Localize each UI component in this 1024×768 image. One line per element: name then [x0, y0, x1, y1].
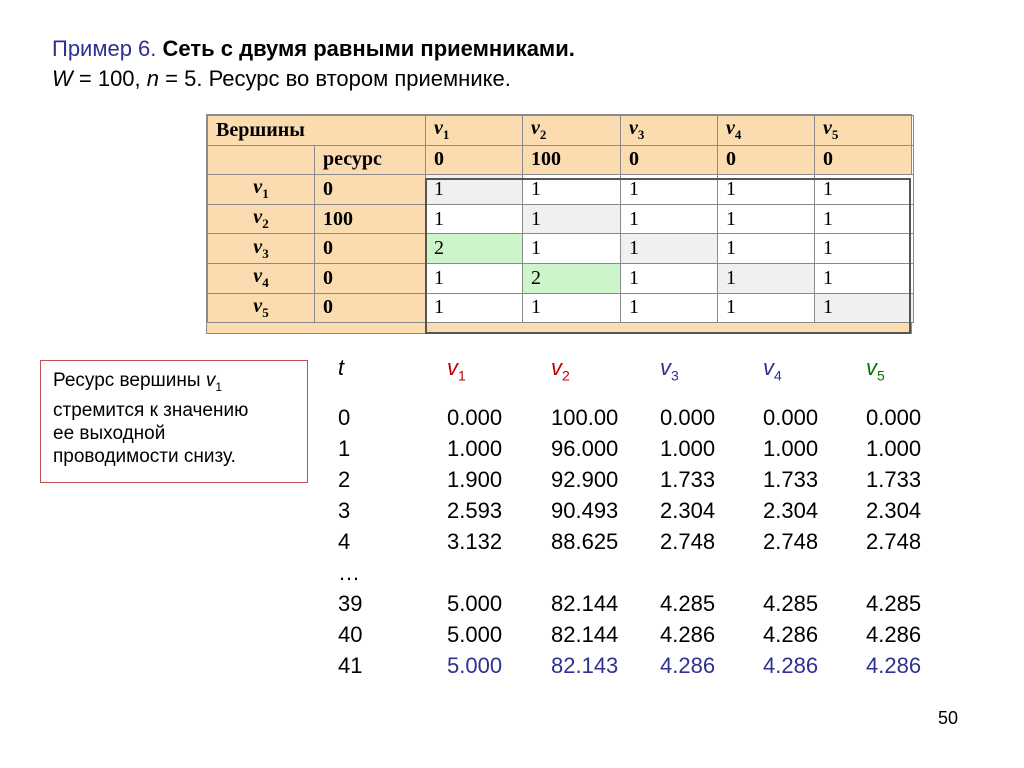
matrix-col-symbol: $v_4$	[726, 117, 742, 143]
results-value-cell: 5.000	[447, 591, 503, 616]
w-value: = 100,	[72, 66, 147, 91]
results-col-header	[447, 355, 466, 383]
matrix-table	[207, 115, 914, 323]
results-col-symbol: v	[551, 355, 562, 380]
results-value-cell: 96.000	[551, 436, 619, 461]
results-col-sub: 4	[774, 367, 782, 384]
results-value-cell: 0.000	[447, 405, 503, 430]
matrix-cell: 1	[815, 293, 914, 323]
matrix-resource-label: ресурс	[315, 145, 426, 175]
matrix-col-header	[426, 116, 523, 146]
matrix-cell: 1	[815, 175, 914, 205]
results-value-cell: 5.000	[447, 653, 503, 678]
matrix-row-resource: 0	[315, 234, 426, 264]
matrix-cell: 2	[426, 234, 523, 264]
matrix-cell: 1	[523, 293, 621, 323]
results-value-cell: 1.000	[866, 436, 922, 461]
results-value-cell: 2.304	[866, 498, 922, 523]
matrix-cell: 1	[815, 234, 914, 264]
matrix-row-label	[208, 293, 315, 323]
matrix-col-symbol: $v_3$	[629, 117, 645, 143]
matrix-blank-cell	[208, 145, 315, 175]
matrix-row-symbol: v	[253, 176, 263, 199]
results-value-cell: 4.286	[866, 622, 922, 647]
matrix-col-header	[718, 116, 815, 146]
matrix-row	[208, 204, 914, 234]
results-t-cell: 40	[338, 622, 363, 647]
results-col-sub: 2	[562, 367, 570, 384]
matrix-col-symbol: $v_2$	[531, 117, 547, 143]
matrix-cell: 1	[718, 293, 815, 323]
matrix-col-header	[815, 116, 914, 146]
matrix-cell: 1	[718, 204, 815, 234]
matrix-col-sub: 5	[831, 127, 839, 143]
matrix-cell: 1	[426, 175, 523, 205]
results-col-header	[763, 355, 782, 383]
matrix-row-label	[208, 204, 315, 234]
results-col-sub: 5	[877, 367, 885, 384]
results-value-cell: 4.286	[660, 653, 716, 678]
results-value-cell: 4.285	[763, 591, 819, 616]
matrix-cell: 1	[523, 204, 621, 234]
matrix-cell: 2	[523, 263, 621, 293]
matrix-col-header	[621, 116, 718, 146]
results-value-cell: 4.286	[763, 653, 819, 678]
matrix-cell: 1	[426, 263, 523, 293]
results-value-cell: 0.000	[866, 405, 922, 430]
matrix-row-symbol: v	[253, 294, 263, 317]
results-col-symbol: v	[866, 355, 877, 380]
matrix-col-sub: 2	[539, 127, 547, 143]
results-value-cell: 82.144	[551, 591, 619, 616]
results-t-cell: 0	[338, 405, 351, 430]
results-col-sub: 3	[671, 367, 679, 384]
matrix-resource-row	[208, 145, 914, 175]
matrix-resource-value: 0	[718, 145, 815, 175]
results-col-header	[660, 355, 679, 383]
matrix-col-header	[523, 116, 621, 146]
results-value-cell: 1.000	[660, 436, 716, 461]
adjacency-matrix	[206, 114, 912, 334]
matrix-cell: 1	[523, 234, 621, 264]
matrix-col-sub: 1	[442, 127, 450, 143]
matrix-cell: 1	[426, 293, 523, 323]
note-line4: проводимости снизу.	[53, 445, 236, 467]
matrix-resource-value: 0	[815, 145, 914, 175]
slide-subtitle	[52, 66, 511, 92]
matrix-resource-value: 0	[426, 145, 523, 175]
matrix-cell: 1	[523, 175, 621, 205]
matrix-header-label: Вершины	[208, 116, 426, 146]
results-t-cell: 2	[338, 467, 351, 492]
results-t-header: t	[338, 355, 345, 380]
matrix-row-resource: 100	[315, 204, 426, 234]
results-t-cell: 41	[338, 653, 363, 678]
matrix-row	[208, 293, 914, 323]
matrix-cell: 1	[621, 234, 718, 264]
matrix-row-symbol: v	[253, 265, 263, 288]
results-value-cell: 4.285	[660, 591, 716, 616]
matrix-cell: 1	[815, 263, 914, 293]
results-value-cell: 4.286	[763, 622, 819, 647]
matrix-col-symbol: $v_5$	[823, 117, 839, 143]
matrix-resource-value: 0	[621, 145, 718, 175]
results-value-cell: 1.733	[763, 467, 819, 492]
results-value-cell: 92.900	[551, 467, 619, 492]
results-t-cell: 3	[338, 498, 351, 523]
matrix-col-sub: 3	[637, 127, 645, 143]
note-line1: Ресурс вершины	[53, 370, 206, 391]
matrix-row	[208, 175, 914, 205]
note-box	[40, 360, 308, 483]
results-value-cell: 82.143	[551, 653, 619, 678]
n-symbol: n	[146, 66, 160, 91]
results-col-symbol: v	[763, 355, 774, 380]
matrix-row-sub: 2	[262, 216, 269, 232]
results-value-cell: 4.286	[866, 653, 922, 678]
results-value-cell: 2.748	[763, 529, 819, 554]
results-value-cell: 88.625	[551, 529, 619, 554]
matrix-cell: 1	[815, 204, 914, 234]
results-value-cell: 4.285	[866, 591, 922, 616]
example-label: Пример 6.	[52, 36, 157, 61]
matrix-resource-value: 100	[523, 145, 621, 175]
slide-title	[52, 36, 575, 62]
matrix-row-resource: 0	[315, 263, 426, 293]
matrix-row-resource: 0	[315, 293, 426, 323]
results-value-cell: 82.144	[551, 622, 619, 647]
results-value-cell: 2.304	[660, 498, 716, 523]
matrix-cell: 1	[426, 204, 523, 234]
results-value-cell: 4.286	[660, 622, 716, 647]
results-col-symbol: v	[660, 355, 671, 380]
results-col-sub: 1	[458, 367, 466, 384]
results-col-header	[551, 355, 570, 383]
results-value-cell: 3.132	[447, 529, 503, 554]
matrix-cell: 1	[621, 175, 718, 205]
n-value-text: = 5. Ресурс во втором приемнике.	[159, 66, 511, 91]
results-col-header	[866, 355, 885, 383]
results-value-cell: 1.000	[763, 436, 819, 461]
matrix-header-row	[208, 116, 914, 146]
results-value-cell: 1.733	[866, 467, 922, 492]
w-symbol: W	[52, 66, 73, 91]
results-value-cell: 90.493	[551, 498, 619, 523]
matrix-row	[208, 234, 914, 264]
matrix-cell: 1	[621, 263, 718, 293]
results-value-cell: 5.000	[447, 622, 503, 647]
results-value-cell: 2.748	[660, 529, 716, 554]
matrix-cell: 1	[621, 204, 718, 234]
results-value-cell: 2.748	[866, 529, 922, 554]
results-value-cell: 100.00	[551, 405, 619, 430]
note-v-sub: 1	[215, 379, 223, 394]
results-t-cell: 1	[338, 436, 351, 461]
example-title: Сеть с двумя равными приемниками.	[156, 36, 575, 61]
results-value-cell: 0.000	[763, 405, 819, 430]
results-value-cell: 1.900	[447, 467, 503, 492]
matrix-row-label	[208, 175, 315, 205]
matrix-row-sub: 1	[262, 186, 269, 202]
matrix-row-sub: 4	[262, 275, 269, 291]
results-value-cell: 1.000	[447, 436, 503, 461]
matrix-cell: 1	[718, 175, 815, 205]
results-t-cell: 39	[338, 591, 363, 616]
matrix-row-symbol: v	[253, 235, 263, 258]
results-t-cell: 4	[338, 529, 351, 554]
matrix-cell: 1	[718, 263, 815, 293]
matrix-row	[208, 263, 914, 293]
results-value-cell: 0.000	[660, 405, 716, 430]
results-t-cell: …	[338, 560, 360, 585]
matrix-row-sub: 3	[262, 245, 269, 261]
note-line3: ее выходной	[53, 422, 166, 444]
note-v-symbol: v	[205, 370, 216, 391]
matrix-row-symbol: v	[253, 206, 263, 229]
note-line2: стремится к значению	[53, 399, 249, 421]
results-col-symbol: v	[447, 355, 458, 380]
page-number: 50	[938, 708, 959, 728]
matrix-col-symbol: $v_1$	[434, 117, 450, 143]
results-value-cell: 2.593	[447, 498, 503, 523]
matrix-row-sub: 5	[262, 304, 269, 320]
matrix-cell: 1	[621, 293, 718, 323]
matrix-row-label	[208, 234, 315, 264]
results-value-cell: 1.733	[660, 467, 716, 492]
results-value-cell: 2.304	[763, 498, 819, 523]
matrix-cell: 1	[718, 234, 815, 264]
matrix-row-label	[208, 263, 315, 293]
matrix-row-resource: 0	[315, 175, 426, 205]
matrix-col-sub: 4	[734, 127, 742, 143]
